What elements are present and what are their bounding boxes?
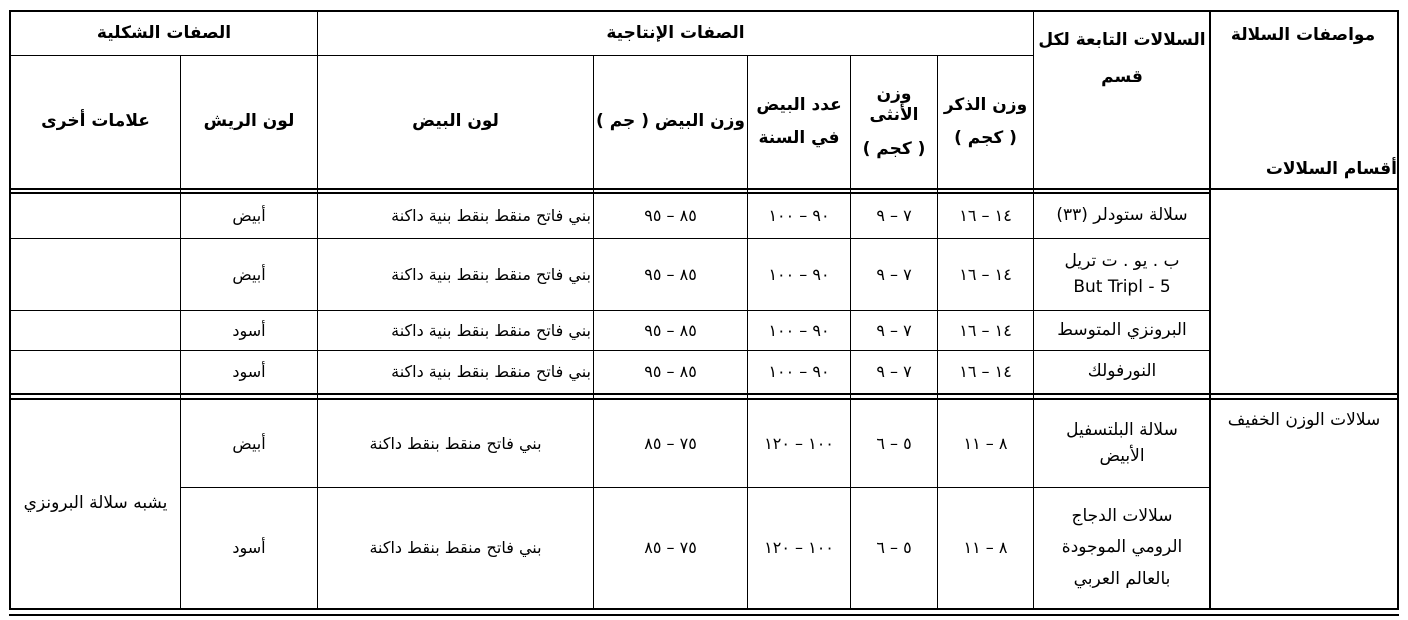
egg-color-cell: بني فاتح منقط بنقط داكنة [369,433,542,453]
header-breeds-per-section-line2: قسم [1101,67,1143,87]
egg-weight-cell: ٨٥ – ٩٥ [644,206,697,225]
frame-bottom-outer [9,614,1399,616]
header-physical-traits: الصفات الشكلية [96,22,232,43]
egg-color-cell: بني فاتح منقط بنقط داكنة [369,538,542,557]
header-male-weight-line1: وزن الذكر [943,94,1028,115]
breed-name-line: But Tripl - 5 [1073,276,1171,297]
frame-bottom [9,608,1399,610]
egg-weight-cell: ٧٥ – ٨٥ [644,433,697,453]
breed-name-cell [1035,239,1209,310]
eggs-per-year-cell: ٩٠ – ١٠٠ [768,264,830,284]
header-male-weight-line2: ( كجم ) [954,128,1017,148]
breed-name-line: الرومي الموجودة [1061,537,1183,558]
header-bottom [9,188,1399,190]
male-weight-cell: ١٤ – ١٦ [959,206,1012,225]
eggs-per-year-cell: ١٠٠ – ١٢٠ [764,433,834,453]
header-breeds-per-section [1035,14,1209,104]
egg-weight-cell: ٨٥ – ٩٥ [644,264,697,284]
breed-name-line: البرونزي المتوسط [1057,319,1187,340]
egg-weight-cell: ٨٥ – ٩٥ [644,362,697,381]
section-light-other-marks: يشبه سلالة البرونزي [23,493,168,514]
eggs-per-year-cell: ٩٠ – ١٠٠ [768,362,830,381]
breed-name-cell [1035,400,1209,487]
egg-color-cell: بني فاتح منقط بنقط بنية داكنة [391,206,591,225]
header-breed-specs: مواصفات السلالة [1230,25,1376,46]
egg-color-cell: بني فاتح منقط بنقط بنية داكنة [391,320,591,340]
breed-name-line: الأبيض [1099,445,1145,466]
male-weight-cell: ١٤ – ١٦ [959,320,1012,340]
eggs-per-year-cell: ١٠٠ – ١٢٠ [764,538,834,557]
col-line-1209 [1209,10,1211,610]
breed-name-cell [1035,311,1209,350]
other-marks-cell [11,194,180,238]
feather-color-cell: أبيض [232,264,266,284]
egg-weight-cell: ٧٥ – ٨٥ [644,538,697,557]
header-female-weight-line1: وزن الأنثى [869,84,919,126]
breed-name-cell [1035,194,1209,238]
breed-name-line: ب . يو . ت تريل [1064,251,1180,272]
eggs-per-year-cell: ٩٠ – ١٠٠ [768,206,830,225]
eggs-per-year-cell: ٩٠ – ١٠٠ [768,320,830,340]
breed-name-line: سلالة البلتسفيل [1066,420,1178,441]
other-marks-cell [11,239,180,310]
feather-color-cell: أسود [232,362,266,381]
male-weight-cell: ٨ – ١١ [963,538,1008,557]
header-female-weight [851,56,937,188]
header-other-marks: علامات أخرى [41,111,150,132]
male-weight-cell: ١٤ – ١٦ [959,264,1012,284]
section-divider [9,393,1399,395]
feather-color-cell: أبيض [232,433,266,453]
male-weight-cell: ٨ – ١١ [963,433,1008,453]
female-weight-cell: ٧ – ٩ [876,264,912,284]
female-weight-cell: ٧ – ٩ [876,362,912,381]
breed-name-line: سلالات الدجاج [1071,506,1173,527]
feather-color-cell: أبيض [232,206,266,225]
breed-name-line: النورفولك [1087,361,1157,382]
section-light-weight-label: سلالات الوزن الخفيف [1227,410,1381,431]
header-breed-divisions: أقسام السلالات [1265,159,1397,180]
frame-right [1397,10,1399,610]
header-feather-color: لون الريش [203,111,295,132]
other-marks-cell [11,311,180,350]
breed-name-cell [1035,488,1209,608]
col-line-1033 [1033,10,1034,610]
male-weight-cell: ١٤ – ١٦ [959,362,1012,381]
egg-color-cell: بني فاتح منقط بنقط بنية داكنة [391,264,591,284]
header-egg-weight: وزن البيض ( جم ) [596,111,745,132]
egg-color-cell: بني فاتح منقط بنقط بنية داكنة [391,362,591,381]
feather-color-cell: أسود [232,538,266,557]
header-breeds-per-section-line1: السلالات التابعة لكل [1038,29,1206,50]
female-weight-cell: ٧ – ٩ [876,206,912,225]
header-eggs-per-year-line1: عدد البيض [756,94,842,115]
breed-name-cell [1035,351,1209,393]
header-female-weight-line2: ( كجم ) [862,138,926,159]
header-male-weight [938,56,1033,188]
female-weight-cell: ٧ – ٩ [876,320,912,340]
header-production-traits: الصفات الإنتاجية [606,22,745,43]
breed-name-line: سلالة ستودلر (٣٣) [1056,205,1188,226]
feather-color-cell: أسود [232,320,266,340]
header-eggs-per-year [748,56,850,188]
breed-name-line: بالعالم العربي [1073,568,1171,589]
header-eggs-per-year-line2: في السنة [758,128,840,148]
female-weight-cell: ٥ – ٦ [876,538,912,557]
egg-weight-cell: ٨٥ – ٩٥ [644,320,697,340]
other-marks-cell [11,351,180,393]
female-weight-cell: ٥ – ٦ [876,433,912,453]
header-egg-color: لون البيض [412,111,499,132]
